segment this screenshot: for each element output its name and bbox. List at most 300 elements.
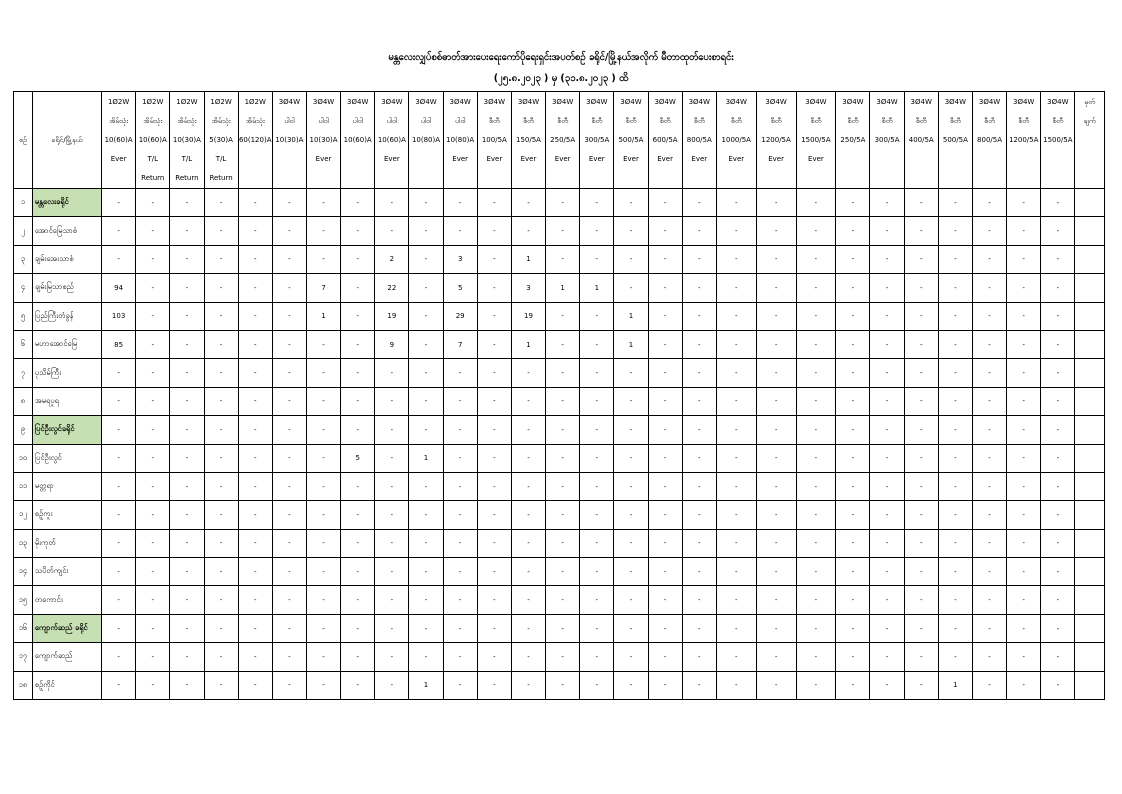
meter-count: - — [648, 501, 682, 529]
meter-count: 1 — [580, 274, 614, 302]
meter-count: - — [716, 217, 756, 245]
header-line: 3Ø4W — [978, 98, 1001, 106]
meter-count: - — [204, 671, 238, 699]
meter-count: - — [648, 302, 682, 330]
meter-count: - — [443, 416, 477, 444]
meter-count: 1 — [306, 302, 340, 330]
meter-count: - — [102, 189, 136, 217]
meter-count: - — [443, 529, 477, 557]
report-title: မန္တလေးလျှပ်စစ်ဓာတ်အားပေးရေးကော်ပိုရေးရှင်းအပတ်စဉ် ခရိုင်/မြို့နယ်အလိုက် မီတာထုတ်ပေးစာရင်း — [388, 52, 734, 63]
meter-count: - — [904, 643, 938, 671]
meter-count: - — [477, 444, 511, 472]
meter-count: - — [614, 529, 648, 557]
meter-count: - — [204, 416, 238, 444]
header-line: 60(120)A — [238, 136, 272, 144]
header-meter-type — [972, 92, 1006, 189]
header-meter-type — [870, 92, 904, 189]
meter-count: - — [102, 359, 136, 387]
row-no: ၈ — [14, 387, 33, 415]
meter-count: - — [580, 472, 614, 500]
meter-count: - — [796, 643, 836, 671]
meter-count: - — [1041, 558, 1075, 586]
header-line: Ever — [520, 155, 537, 163]
meter-count: - — [136, 671, 170, 699]
meter-count: - — [136, 529, 170, 557]
header-line: 1Ø2W — [210, 98, 232, 106]
meter-count: - — [443, 586, 477, 614]
meter-count: - — [409, 189, 443, 217]
meter-count: - — [477, 189, 511, 217]
meter-count: - — [836, 189, 870, 217]
meter-count: - — [938, 387, 972, 415]
meter-count: - — [341, 359, 375, 387]
meter-count: - — [904, 359, 938, 387]
meter-count: - — [1007, 558, 1041, 586]
meter-count: - — [648, 416, 682, 444]
meter-count: - — [204, 245, 238, 273]
meter-count: - — [341, 614, 375, 642]
meter-count: - — [443, 558, 477, 586]
meter-count: - — [170, 472, 204, 500]
meter-count: 1 — [938, 671, 972, 699]
meter-count: - — [756, 189, 796, 217]
remark-cell — [1075, 245, 1105, 273]
meter-count: - — [648, 359, 682, 387]
meter-count: - — [102, 245, 136, 273]
meter-count: - — [836, 586, 870, 614]
meter-count: - — [511, 444, 545, 472]
township-name: တကောင်း — [32, 586, 101, 614]
meter-count: - — [306, 586, 340, 614]
meter-count: - — [938, 416, 972, 444]
meter-count: - — [1007, 359, 1041, 387]
header-line: 150/5A — [516, 136, 541, 144]
meter-count: - — [972, 245, 1006, 273]
meter-count: - — [238, 501, 272, 529]
meter-count: - — [272, 671, 306, 699]
header-line: စီတီ — [881, 117, 893, 125]
meter-count: - — [409, 472, 443, 500]
meter-count: - — [870, 302, 904, 330]
meter-count: - — [716, 472, 756, 500]
meter-count: - — [870, 274, 904, 302]
meter-count: - — [870, 444, 904, 472]
remark-cell — [1075, 359, 1105, 387]
meter-count: - — [170, 444, 204, 472]
meter-count: - — [306, 189, 340, 217]
header-name-label: ခရိုင်/မြို့နယ် — [51, 136, 83, 144]
meter-count: - — [972, 302, 1006, 330]
meter-count: - — [272, 217, 306, 245]
header-line: Return — [141, 174, 165, 182]
meter-count: - — [477, 416, 511, 444]
meter-count: - — [375, 529, 409, 557]
meter-count: - — [836, 643, 870, 671]
township-name: အောင်မြေသာစံ — [32, 217, 101, 245]
meter-count: - — [375, 558, 409, 586]
remark-cell — [1075, 189, 1105, 217]
meter-count: - — [341, 330, 375, 358]
meter-count: - — [306, 671, 340, 699]
meter-count: - — [1007, 501, 1041, 529]
meter-count: - — [614, 671, 648, 699]
remark-cell — [1075, 302, 1105, 330]
meter-count: - — [204, 330, 238, 358]
meter-count: - — [580, 245, 614, 273]
header-line: 1Ø2W — [142, 98, 164, 106]
meter-count: - — [409, 558, 443, 586]
header-meter-type — [102, 92, 136, 189]
meter-count: - — [546, 501, 580, 529]
meter-count: - — [409, 387, 443, 415]
meter-count: - — [1007, 614, 1041, 642]
meter-count: - — [756, 558, 796, 586]
meter-count: - — [272, 387, 306, 415]
meter-count: - — [409, 643, 443, 671]
district-row — [14, 189, 1105, 217]
meter-count: - — [341, 472, 375, 500]
meter-count: - — [375, 614, 409, 642]
meter-count: - — [341, 302, 375, 330]
header-line: 1000/5A — [721, 136, 751, 144]
township-name: ချမ်းမြသာစည် — [32, 274, 101, 302]
meter-count: - — [756, 217, 796, 245]
meter-count: - — [938, 643, 972, 671]
meter-count: - — [409, 529, 443, 557]
meter-count: 85 — [102, 330, 136, 358]
header-line: Ever — [554, 155, 571, 163]
meter-count: - — [1007, 444, 1041, 472]
meter-count: - — [477, 217, 511, 245]
meter-count: - — [648, 671, 682, 699]
header-line: Ever — [486, 155, 503, 163]
meter-count: - — [580, 217, 614, 245]
meter-count: - — [136, 189, 170, 217]
header-line: Ever — [808, 155, 824, 163]
header-line: 10(60)A — [343, 136, 372, 144]
meter-count: - — [204, 558, 238, 586]
meter-count: - — [648, 614, 682, 642]
meter-count: - — [341, 501, 375, 529]
meter-count: - — [511, 643, 545, 671]
meter-count: - — [972, 387, 1006, 415]
meter-count: - — [648, 529, 682, 557]
meter-count: - — [682, 359, 716, 387]
meter-count: - — [972, 416, 1006, 444]
meter-count: - — [443, 501, 477, 529]
meter-count: - — [136, 302, 170, 330]
meter-count: 1 — [409, 444, 443, 472]
meter-count: - — [102, 614, 136, 642]
meter-count: - — [716, 189, 756, 217]
meter-count: - — [170, 302, 204, 330]
meter-count: - — [204, 359, 238, 387]
meter-count: - — [170, 330, 204, 358]
meter-count: - — [170, 529, 204, 557]
meter-count: - — [1007, 330, 1041, 358]
meter-count: 5 — [443, 274, 477, 302]
meter-count: - — [904, 671, 938, 699]
header-line: 3Ø4W — [381, 98, 403, 106]
meter-count: - — [375, 387, 409, 415]
meter-count: - — [272, 558, 306, 586]
meter-count: - — [238, 359, 272, 387]
meter-count: - — [511, 387, 545, 415]
meter-count: 9 — [375, 330, 409, 358]
header-line: 3Ø4W — [347, 98, 369, 106]
township-row — [14, 444, 1105, 472]
meter-count: - — [580, 444, 614, 472]
row-no: ၁၈ — [14, 671, 33, 699]
header-line: Ever — [728, 155, 745, 163]
township-name: ပြည်ကြီးတံခွန် — [32, 302, 101, 330]
header-line: စီတီ — [488, 117, 500, 125]
header-meter-type — [306, 92, 340, 189]
meter-count: - — [170, 217, 204, 245]
meter-count: - — [306, 643, 340, 671]
meter-count: - — [938, 245, 972, 273]
header-line: စီတီ — [1052, 117, 1064, 125]
meter-count: - — [238, 302, 272, 330]
meter-count: - — [546, 614, 580, 642]
meter-count: - — [756, 586, 796, 614]
meter-count: - — [341, 245, 375, 273]
meter-count: - — [904, 614, 938, 642]
meter-count: - — [272, 444, 306, 472]
meter-count: - — [238, 614, 272, 642]
meter-count: - — [102, 586, 136, 614]
meter-count: - — [648, 330, 682, 358]
meter-count: - — [546, 643, 580, 671]
header-line: 3Ø4W — [805, 98, 827, 106]
meter-count: - — [272, 245, 306, 273]
meter-count: - — [682, 274, 716, 302]
meter-count: - — [972, 643, 1006, 671]
meter-count: - — [682, 217, 716, 245]
township-row — [14, 274, 1105, 302]
meter-count: - — [511, 614, 545, 642]
meter-count: - — [796, 472, 836, 500]
meter-count: - — [796, 671, 836, 699]
meter-count: - — [614, 643, 648, 671]
township-name: ပြင်ဦးလွင် — [32, 444, 101, 472]
meter-count: - — [938, 472, 972, 500]
meter-count: - — [409, 274, 443, 302]
row-no: ၅ — [14, 302, 33, 330]
meter-count: 19 — [375, 302, 409, 330]
header-line: မှတ် — [1084, 98, 1096, 106]
meter-count: - — [477, 586, 511, 614]
header-line: 10(60)A — [138, 136, 167, 144]
meter-count: - — [682, 189, 716, 217]
meter-count: - — [546, 359, 580, 387]
remark-cell — [1075, 472, 1105, 500]
meter-count: - — [204, 472, 238, 500]
meter-count: - — [511, 558, 545, 586]
meter-count: - — [972, 217, 1006, 245]
meter-count: - — [102, 444, 136, 472]
report-date-range: (၂၅.၈.၂၀၂၃ ) မှ (၃၁.၈.၂၀၂၃ ) ထိ — [493, 73, 629, 84]
meter-count: - — [409, 330, 443, 358]
meter-count: - — [238, 217, 272, 245]
meter-count: - — [756, 245, 796, 273]
meter-count: - — [682, 302, 716, 330]
header-line: 3Ø4W — [654, 98, 676, 106]
meter-count: - — [756, 302, 796, 330]
meter-count: - — [836, 614, 870, 642]
meter-count: - — [546, 671, 580, 699]
meter-count: - — [580, 614, 614, 642]
meter-count: - — [546, 245, 580, 273]
meter-count: - — [477, 330, 511, 358]
meter-count: - — [614, 359, 648, 387]
meter-count: - — [1041, 189, 1075, 217]
meter-count: - — [972, 671, 1006, 699]
meter-count: - — [409, 302, 443, 330]
row-no: ၁၇ — [14, 643, 33, 671]
meter-count: - — [170, 671, 204, 699]
header-line: Ever — [452, 155, 469, 163]
meter-count: - — [1007, 189, 1041, 217]
row-no: ၁ — [14, 189, 33, 217]
meter-count: - — [870, 359, 904, 387]
header-meter-type — [204, 92, 238, 189]
meter-count: 5 — [341, 444, 375, 472]
row-no: ၁၆ — [14, 614, 33, 642]
meter-count: - — [238, 558, 272, 586]
meter-count: - — [682, 614, 716, 642]
meter-count: - — [341, 586, 375, 614]
row-no: ၁၅ — [14, 586, 33, 614]
meter-count: - — [972, 586, 1006, 614]
header-line: 800/5A — [686, 136, 712, 144]
header-line: 5(30)A — [209, 136, 233, 144]
meter-count: - — [341, 416, 375, 444]
meter-count: - — [836, 671, 870, 699]
header-line: စီတီ — [523, 117, 534, 125]
meter-count: - — [443, 387, 477, 415]
header-line: ပါဝါ — [318, 117, 329, 125]
meter-count: - — [306, 614, 340, 642]
header-line: 1500/5A — [1043, 136, 1073, 144]
header-line: 3Ø4W — [688, 98, 710, 106]
meter-count: - — [796, 614, 836, 642]
header-line: 3Ø4W — [312, 98, 335, 106]
meter-count: - — [870, 472, 904, 500]
header-line: စီတီ — [810, 117, 822, 125]
township-name: အမရပူရ — [32, 387, 101, 415]
meter-count: - — [614, 189, 648, 217]
meter-count: - — [341, 217, 375, 245]
header-meter-type — [409, 92, 443, 189]
header-meter-type — [546, 92, 580, 189]
meter-count: - — [1007, 416, 1041, 444]
meter-count: - — [756, 387, 796, 415]
meter-count: - — [580, 586, 614, 614]
meter-count: - — [796, 189, 836, 217]
meter-count: 7 — [443, 330, 477, 358]
header-line: ပါဝါ — [455, 117, 466, 125]
meter-count: - — [136, 245, 170, 273]
header-line: 10(80)A — [446, 136, 475, 144]
meter-count: - — [836, 387, 870, 415]
header-line: Ever — [383, 155, 400, 163]
meter-count: - — [375, 359, 409, 387]
meter-count: - — [409, 501, 443, 529]
meter-count: - — [477, 501, 511, 529]
meter-count: - — [238, 330, 272, 358]
header-line: စီတီ — [625, 117, 637, 125]
header-meter-type — [443, 92, 477, 189]
header-line: 3Ø4W — [910, 98, 932, 106]
meter-count: - — [272, 330, 306, 358]
header-line: 800/5A — [977, 136, 1003, 144]
meter-count: - — [836, 472, 870, 500]
meter-count: - — [938, 501, 972, 529]
meter-count: - — [272, 302, 306, 330]
meter-count: - — [546, 416, 580, 444]
header-line: ပါဝါ — [420, 117, 432, 125]
meter-count: - — [716, 614, 756, 642]
meter-count: - — [836, 245, 870, 273]
meter-count: - — [511, 501, 545, 529]
header-meter-type — [756, 92, 796, 189]
meter-count: - — [136, 472, 170, 500]
meter-count: - — [938, 330, 972, 358]
meter-count: - — [580, 671, 614, 699]
meter-count: - — [136, 359, 170, 387]
meter-count: - — [204, 274, 238, 302]
meter-count: - — [972, 274, 1006, 302]
meter-count: - — [904, 444, 938, 472]
meter-count: - — [716, 501, 756, 529]
meter-count: - — [238, 472, 272, 500]
meter-count: - — [306, 416, 340, 444]
meter-count: - — [102, 643, 136, 671]
meter-count: - — [682, 558, 716, 586]
meter-count: - — [682, 387, 716, 415]
meter-count: - — [375, 472, 409, 500]
meter-count: - — [836, 444, 870, 472]
meter-count: - — [511, 586, 545, 614]
meter-count: - — [648, 189, 682, 217]
meter-count: - — [170, 586, 204, 614]
meter-count: - — [272, 529, 306, 557]
header-line: T/L — [181, 155, 193, 163]
meter-count: - — [1007, 586, 1041, 614]
header-line: အိမ်သုံး — [245, 117, 265, 125]
meter-count: - — [870, 416, 904, 444]
header-line: အိမ်သုံး — [143, 117, 163, 125]
meter-count: - — [204, 501, 238, 529]
header-line: 3Ø4W — [1013, 98, 1035, 106]
meter-count: - — [306, 501, 340, 529]
meter-count: - — [546, 330, 580, 358]
meter-count: - — [1041, 302, 1075, 330]
header-line: စီတီ — [730, 117, 742, 125]
meter-count: - — [756, 614, 796, 642]
meter-count: - — [272, 472, 306, 500]
remark-cell — [1075, 416, 1105, 444]
meter-count: - — [1041, 444, 1075, 472]
meter-count: - — [614, 245, 648, 273]
meter-count: - — [511, 671, 545, 699]
meter-count: - — [682, 444, 716, 472]
meter-count: - — [306, 217, 340, 245]
meter-count: - — [972, 359, 1006, 387]
header-no-label: စဉ် — [19, 136, 27, 144]
meter-count: - — [272, 586, 306, 614]
